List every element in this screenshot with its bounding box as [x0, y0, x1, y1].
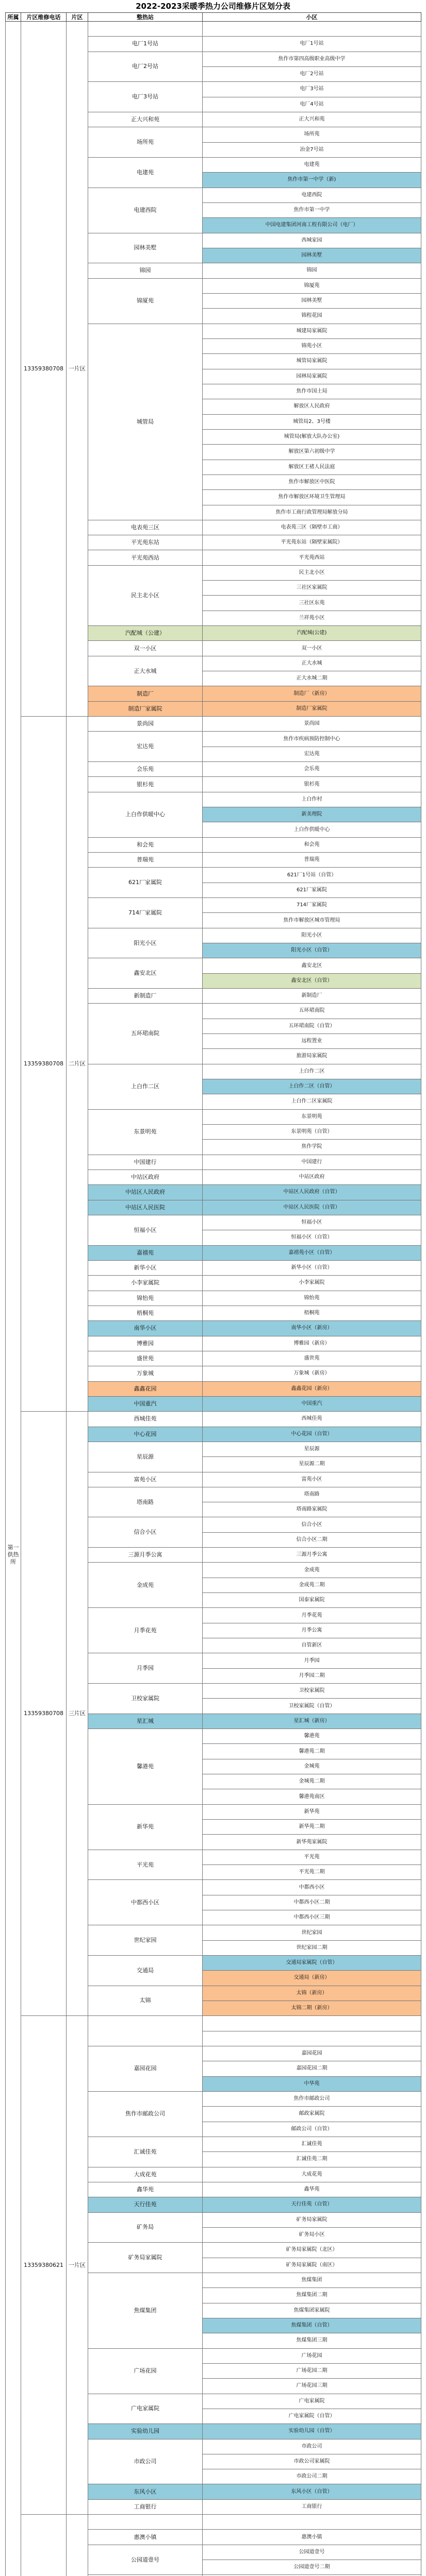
community-cell: 工商银行 [203, 2499, 421, 2514]
heat-station-cell: 中站区政府 [88, 1170, 203, 1184]
community-cell: 小李家属院 [203, 1276, 421, 1291]
heat-station-cell: 鑫安北区 [88, 958, 203, 989]
community-cell: 太锦二期（新房） [203, 2001, 421, 2015]
heat-station-cell: 梧桐苑 [88, 1306, 203, 1320]
community-cell: 普瑞苑 [203, 853, 421, 868]
community-cell: 平光苑西站 [203, 550, 421, 565]
community-cell: 新美理院 [203, 807, 421, 822]
heat-station-cell: 月季园 [88, 1653, 203, 1684]
community-cell: 广电家属院 [203, 2394, 421, 2409]
heat-station-cell: 平光苑 [88, 1850, 203, 1880]
heat-station-cell: 馨港苑 [88, 1729, 203, 1805]
community-cell: 馨港苑南区 [203, 1789, 421, 1804]
community-cell: 中心花园（自管） [203, 1427, 421, 1442]
community-cell: 中都西小区三期 [203, 1910, 421, 1925]
community-cell: 梧桐苑 [203, 1306, 421, 1320]
area-phone-cell [21, 2515, 67, 2576]
heat-station-cell: 景尚园 [88, 717, 203, 732]
community-cell: 焦作市国土局 [203, 384, 421, 399]
heat-station-cell [88, 2016, 203, 2046]
community-cell: 星辰源二期 [203, 1457, 421, 1472]
heat-station-cell: 民主北小区 [88, 565, 203, 625]
community-cell: 月季园二期 [203, 1668, 421, 1683]
heat-station-cell: 鑫鑫花园 [88, 1381, 203, 1396]
heat-station-cell: 锦怡苑 [88, 1291, 203, 1306]
community-cell: 中站区人民政府（自管） [203, 1185, 421, 1200]
community-cell: 馨港苑二期 [203, 1744, 421, 1759]
heat-station-cell: 电厂3号站 [88, 82, 203, 112]
community-cell: 锦厦苑 [203, 278, 421, 293]
community-cell: 宏达苑 [203, 747, 421, 761]
community-cell: 卫校家属院 [203, 1684, 421, 1699]
heat-station-cell: 制造厂家属院 [88, 701, 203, 716]
heat-station-cell: 市政公司 [88, 2439, 203, 2484]
community-cell: 锦园 [203, 263, 421, 278]
community-cell: 焦煤集团家属院 [203, 2303, 421, 2318]
community-cell: 焦煤集团二期 [203, 2288, 421, 2303]
community-cell: 解放区人民政府 [203, 399, 421, 414]
community-cell: 焦作学院 [203, 1140, 421, 1155]
community-cell: 三社区家属院 [203, 581, 421, 596]
community-cell: 电建西院 [203, 188, 421, 202]
area-name-cell: 三片区 [67, 1412, 88, 2016]
community-cell: 园林局家属院 [203, 369, 421, 384]
heat-station-cell: 平光苑西站 [88, 550, 203, 565]
community-cell: 电厂2号站 [203, 66, 421, 81]
community-cell: 大成花苑 [203, 2167, 421, 2182]
community-cell: 城建局家属院 [203, 324, 421, 338]
community-cell: 南华小区（新房） [203, 1321, 421, 1336]
community-cell: 中都西小区 [203, 1880, 421, 1895]
community-cell: 焦作市解放区城市管理局 [203, 913, 421, 928]
heat-station-cell: 恒福小区 [88, 1215, 203, 1245]
community-cell: 上白作村 [203, 792, 421, 807]
heat-station-cell: 广电家属院 [88, 2394, 203, 2424]
community-cell: 焦作市第一中学（新) [203, 173, 421, 188]
table-row [6, 1412, 421, 1427]
community-cell: 锦苑小区 [203, 338, 421, 353]
community-cell: 月季公寓 [203, 1623, 421, 1638]
community-cell: 解放区王褚人民法庭 [203, 460, 421, 474]
community-cell: 汽配城(公建) [203, 626, 421, 641]
community-cell: 交通局家属院（自管） [203, 1956, 421, 1971]
community-cell: 金成苑 [203, 1563, 421, 1578]
heat-station-cell [88, 2515, 203, 2530]
community-cell: 制造厂家属院 [203, 701, 421, 716]
heat-station-cell: 双一小区 [88, 641, 203, 656]
heat-station-cell: 东风小区 [88, 2484, 203, 2499]
heat-station-cell: 阳光小区 [88, 928, 203, 958]
community-cell: 解放区第六初级中学 [203, 445, 421, 460]
community-cell: 中站区人民医院（自管） [203, 1200, 421, 1215]
community-cell: 上白作二区（自管） [203, 1079, 421, 1094]
heat-station-cell: 城管局 [88, 324, 203, 520]
heat-station-cell: 星辰源 [88, 1442, 203, 1472]
community-cell: 金城苑 [203, 1759, 421, 1774]
heat-station-cell: 金成苑 [88, 1563, 203, 1608]
heat-station-cell: 五环珺南院 [88, 1004, 203, 1064]
community-cell: 电建苑 [203, 157, 421, 172]
community-cell: 矿务局小区 [203, 2227, 421, 2242]
community-cell: 广场花园三期 [203, 2379, 421, 2394]
community-cell: 公园道壹号 [203, 2545, 421, 2560]
community-cell: 信合小区二期 [203, 1532, 421, 1547]
community-cell: 焦煤集团 [203, 2273, 421, 2287]
community-cell: 双一小区 [203, 641, 421, 656]
heat-station-cell: 塔南路 [88, 1487, 203, 1517]
heat-station-cell: 天行佳苑 [88, 2197, 203, 2212]
community-cell: 月季花苑 [203, 1608, 421, 1623]
community-cell: 平光苑二期 [203, 1865, 421, 1880]
community-cell: 五环珺南院（自管） [203, 1019, 421, 1033]
community-cell: 焦煤集团三期 [203, 2333, 421, 2348]
community-cell: 广场花园二期 [203, 2363, 421, 2378]
community-cell: 邮政公司（自管） [203, 2122, 421, 2137]
community-cell: 电厂3号站 [203, 82, 421, 97]
header-community-group: 整热站 [88, 13, 203, 22]
heat-station-cell: 焦煤集团 [88, 2273, 203, 2348]
heat-station-cell: 博雅园 [88, 1336, 203, 1351]
community-cell: 阳光小区（自管） [203, 943, 421, 958]
heat-station-cell: 盛世苑 [88, 1351, 203, 1366]
community-cell: 焦作市第四高级职业高级中学 [203, 52, 421, 66]
heat-station-cell: 卫校家属院 [88, 1684, 203, 1714]
community-cell [203, 2016, 421, 2031]
community-cell: 西城佳苑 [203, 1412, 421, 1427]
community-cell: 621厂家属院 [203, 883, 421, 897]
community-cell: 焦作市工商行政管理局解放分局 [203, 505, 421, 520]
community-cell: 城管局(解放大队办公室) [203, 429, 421, 444]
heat-station-cell: 电建西院 [88, 188, 203, 233]
community-cell: 邮政家属院 [203, 2107, 421, 2122]
community-cell: 汇诚佳苑 [203, 2137, 421, 2151]
community-cell: 交通局（新房） [203, 1971, 421, 1986]
area-phone-cell: 13359380708 [21, 22, 67, 717]
community-cell: 东风小区（自管） [203, 2484, 421, 2499]
heat-station-cell: 宏达苑 [88, 732, 203, 762]
community-cell: 嘉园花园二期 [203, 2061, 421, 2076]
community-cell: 远程置业 [203, 1033, 421, 1048]
heat-station-cell: 新华苑 [88, 1804, 203, 1850]
community-cell: 会乐苑 [203, 762, 421, 777]
community-cell: 世纪家园 [203, 1925, 421, 1940]
community-cell: 实验幼儿园（自管） [203, 2424, 421, 2439]
community-cell [203, 22, 421, 37]
community-cell: 中华苑 [203, 2076, 421, 2091]
heat-station-cell: 广场花园 [88, 2348, 203, 2394]
community-cell: 恒福小区（自管） [203, 1230, 421, 1245]
heat-station-cell: 东景明苑 [88, 1109, 203, 1155]
area-phone-cell: 13359380708 [21, 717, 67, 1412]
community-cell: 新华苑 [203, 1804, 421, 1819]
community-cell: 鑫鑫花园（新房） [203, 1381, 421, 1396]
community-cell: 新华小区（自管） [203, 1260, 421, 1275]
community-cell: 公园道壹号二期 [203, 2560, 421, 2575]
community-cell: 城管局家属院 [203, 354, 421, 369]
community-cell: 矿务局家属院 [203, 2212, 421, 2227]
community-cell: 五环珺南院 [203, 1004, 421, 1019]
community-cell: 焦作市疾病预防控制中心 [203, 732, 421, 747]
community-cell: 园林美墅 [203, 293, 421, 308]
heat-station-cell: 星汇城 [88, 1714, 203, 1728]
heat-station-cell: 场所苑 [88, 127, 203, 158]
heat-station-cell: 万象城 [88, 1366, 203, 1381]
heat-station-cell: 中心花园 [88, 1427, 203, 1442]
community-cell: 锦程花园 [203, 309, 421, 324]
community-cell: 卫校家属院（自管） [203, 1699, 421, 1714]
heat-station-cell: 中站区人民医院 [88, 1200, 203, 1215]
area-name-cell [67, 2515, 88, 2576]
community-cell: 西城家园 [203, 233, 421, 248]
community-cell: 盛世苑 [203, 1351, 421, 1366]
community-cell: 市政公司二期 [203, 2469, 421, 2484]
community-cell: 上白作供暖中心 [203, 822, 421, 837]
heat-station-cell: 会乐苑 [88, 762, 203, 777]
community-cell: 中站区政府 [203, 1170, 421, 1184]
heat-station-cell: 平光苑东站 [88, 535, 203, 550]
heat-station-cell: 大成花苑 [88, 2167, 203, 2182]
heat-station-cell: 正大兴和苑 [88, 112, 203, 127]
header-office: 所属 [6, 13, 21, 22]
community-cell: 正大兴和苑 [203, 112, 421, 127]
community-cell: 中国电建集团河南工程有限公司（电厂） [203, 218, 421, 233]
community-cell: 714厂家属院 [203, 898, 421, 913]
community-cell: 和会苑 [203, 837, 421, 852]
heat-station-cell: 世纪家园 [88, 1925, 203, 1956]
header-area: 片区 [67, 13, 88, 22]
community-cell: 塔南路家属院 [203, 1502, 421, 1517]
community-cell: 中都西小区二期 [203, 1895, 421, 1910]
community-cell: 嘉禧苑小区（自管） [203, 1245, 421, 1260]
community-cell: 鑫安北区（自管） [203, 973, 421, 988]
community-cell: 星辰源 [203, 1442, 421, 1456]
heat-station-cell: 焦作市邮政公司 [88, 2091, 203, 2137]
community-cell: 冶金7号站 [203, 142, 421, 157]
community-cell: 民主北小区 [203, 565, 421, 580]
heat-station-cell: 鑫华苑 [88, 2182, 203, 2197]
heat-station-cell: 中国建行 [88, 1155, 203, 1170]
community-cell: 平光苑 [203, 1850, 421, 1865]
area-name-cell: 一片区 [67, 2016, 88, 2515]
heat-station-cell: 锦厦苑 [88, 278, 203, 324]
heat-station-cell: 正大水城 [88, 656, 203, 686]
community-cell: 广电家属院（自管） [203, 2409, 421, 2424]
community-cell: 锦怡苑 [203, 1291, 421, 1306]
community-cell: 万象城（新房） [203, 1366, 421, 1381]
community-cell: 自管新区 [203, 1638, 421, 1653]
community-cell: 星汇城（新房） [203, 1714, 421, 1728]
heat-station-cell: 上白作二区 [88, 1064, 203, 1109]
community-cell: 鑫安北区 [203, 958, 421, 973]
heat-station-cell: 南华小区 [88, 1321, 203, 1336]
table-row [6, 2515, 421, 2530]
heat-station-cell: 月季花苑 [88, 1608, 203, 1653]
heat-station-cell: 实验幼儿园 [88, 2424, 203, 2439]
community-cell: 平光苑东站（隔壁家属院） [203, 535, 421, 550]
heat-station-cell: 汽配城（公建） [88, 626, 203, 641]
heat-station-cell: 银杉苑 [88, 777, 203, 792]
community-cell: 国泰家属院 [203, 1593, 421, 1608]
community-cell: 鑫华苑 [203, 2182, 421, 2197]
community-cell: 中国建行 [203, 1155, 421, 1170]
community-cell: 新华苑家属院 [203, 1835, 421, 1850]
community-cell: 惠澳小镇 [203, 2530, 421, 2545]
heat-station-cell: 中都西小区 [88, 1880, 203, 1925]
heat-station-cell: 上白作供暖中心 [88, 792, 203, 837]
community-cell: 焦作市第一中学 [203, 202, 421, 217]
community-cell: 上白作二区家属院 [203, 1094, 421, 1109]
heat-station-cell: 电厂1号站 [88, 37, 203, 52]
community-cell: 金成苑二期 [203, 1578, 421, 1592]
heat-station-cell: 中站区人民政府 [88, 1185, 203, 1200]
community-cell: 嘉园花园 [203, 2046, 421, 2061]
heat-station-cell: 嘉禧苑 [88, 1245, 203, 1260]
community-cell: 中国重汽 [203, 1396, 421, 1411]
community-cell: 东景明苑 [203, 1109, 421, 1124]
community-cell: 上白作二区 [203, 1064, 421, 1079]
heat-station-cell: 信合小区 [88, 1517, 203, 1548]
heat-station-cell: 和会苑 [88, 837, 203, 852]
area-name-cell: 一片区 [67, 22, 88, 717]
heat-station-cell: 嘉园花园 [88, 2046, 203, 2091]
table-row [6, 717, 421, 732]
heat-station-cell: 锦园 [88, 263, 203, 278]
document-title: 2022-2023采暖季热力公司维修片区划分表 [136, 2, 290, 11]
community-cell: 兰祥苑小区 [203, 611, 421, 625]
community-cell: 东景明苑（自管） [203, 1124, 421, 1139]
community-cell: 富苑小区 [203, 1472, 421, 1487]
community-cell: 焦作市邮政公司 [203, 2091, 421, 2106]
community-cell: 天行佳苑（自管） [203, 2197, 421, 2212]
community-cell: 新制造厂 [203, 989, 421, 1004]
community-cell: 三源月季公寓 [203, 1548, 421, 1563]
community-cell: 制造厂（新房） [203, 686, 421, 701]
community-cell: 金城苑二期 [203, 1774, 421, 1789]
heat-station-cell: 普瑞苑 [88, 853, 203, 868]
community-cell: 景尚园 [203, 717, 421, 732]
community-cell: 新华苑二期 [203, 1820, 421, 1835]
heat-station-cell: 电建苑 [88, 157, 203, 188]
heat-station-cell: 621厂家属院 [88, 868, 203, 898]
community-cell: 银杉苑 [203, 777, 421, 792]
zoning-table [5, 12, 421, 2576]
heat-station-cell: 矿务局 [88, 2212, 203, 2243]
heat-station-cell: 小李家属院 [88, 1276, 203, 1291]
community-cell: 馨港苑 [203, 1729, 421, 1744]
heat-station-cell: 太锦 [88, 1986, 203, 2016]
community-cell: 正大水城二期 [203, 671, 421, 686]
community-cell: 塔南路 [203, 1487, 421, 1502]
heat-station-cell: 中国重汽 [88, 1396, 203, 1411]
community-cell: 电表苑三区（隔壁市工商） [203, 520, 421, 535]
office-cell: 第一供热所 [6, 22, 21, 2576]
community-cell: 月季园 [203, 1653, 421, 1668]
heat-station-cell: 电厂2号站 [88, 52, 203, 82]
table-body [6, 22, 421, 2576]
area-phone-cell: 13359380708 [21, 1412, 67, 2016]
community-cell: 博雅园（新房） [203, 1336, 421, 1351]
community-cell: 电厂4号站 [203, 97, 421, 112]
community-cell: 阳光小区 [203, 928, 421, 943]
community-cell: 园林美墅 [203, 248, 421, 263]
heat-station-cell: 714厂家属院 [88, 898, 203, 928]
community-cell: 场所苑 [203, 127, 421, 142]
header-community: 小区 [203, 13, 421, 22]
community-cell: 焦作市解放区中医院 [203, 474, 421, 489]
area-phone-cell: 13359380621 [21, 2016, 67, 2515]
heat-station-cell [88, 22, 203, 37]
heat-station-cell: 制造厂 [88, 686, 203, 701]
community-cell: 正大水城 [203, 656, 421, 671]
community-cell: 矿务局家属院（北区） [203, 2243, 421, 2258]
table-row [6, 2016, 421, 2031]
community-cell: 电厂1号站 [203, 37, 421, 52]
heat-station-cell: 交通局 [88, 1956, 203, 1986]
community-cell: 汇诚佳苑二期 [203, 2152, 421, 2167]
area-name-cell: 二片区 [67, 717, 88, 1412]
table-row [6, 22, 421, 37]
community-cell: 三社区东苑 [203, 596, 421, 611]
heat-station-cell: 新华小区 [88, 1260, 203, 1275]
header-phone: 片区维修电话 [21, 13, 67, 22]
heat-station-cell: 惠澳小镇 [88, 2530, 203, 2545]
heat-station-cell: 汇诚佳苑 [88, 2137, 203, 2167]
community-cell [203, 2031, 421, 2046]
community-cell: 世纪家园二期 [203, 1940, 421, 1955]
heat-station-cell: 工商银行 [88, 2499, 203, 2514]
community-cell: 恒福小区 [203, 1215, 421, 1230]
community-cell: 621厂1号站（自管） [203, 868, 421, 883]
community-cell: 广场花园 [203, 2348, 421, 2363]
community-cell: 信合小区 [203, 1517, 421, 1532]
heat-station-cell: 公园道壹号 [88, 2545, 203, 2575]
heat-station-cell: 矿务局家属院 [88, 2243, 203, 2273]
community-cell: 焦煤集团（自管） [203, 2318, 421, 2333]
heat-station-cell: 园林美墅 [88, 233, 203, 263]
community-cell: 市政公司家属院 [203, 2454, 421, 2469]
heat-station-cell: 电表苑三区 [88, 520, 203, 535]
community-cell: 太锦（新房） [203, 1986, 421, 2001]
header-row [6, 13, 421, 22]
community-cell [203, 2515, 421, 2530]
heat-station-cell: 三源月季公寓 [88, 1548, 203, 1563]
community-cell: 旅游局家属院 [203, 1049, 421, 1064]
heat-station-cell: 新制造厂 [88, 989, 203, 1004]
heat-station-cell: 西城佳苑 [88, 1412, 203, 1427]
community-cell: 城管局2、3号楼 [203, 414, 421, 429]
community-cell: 市政公司 [203, 2439, 421, 2454]
community-cell: 矿务局家属院（南区） [203, 2258, 421, 2273]
community-cell: 焦作市解放区环境卫生管理局 [203, 490, 421, 505]
heat-station-cell: 富苑小区 [88, 1472, 203, 1487]
